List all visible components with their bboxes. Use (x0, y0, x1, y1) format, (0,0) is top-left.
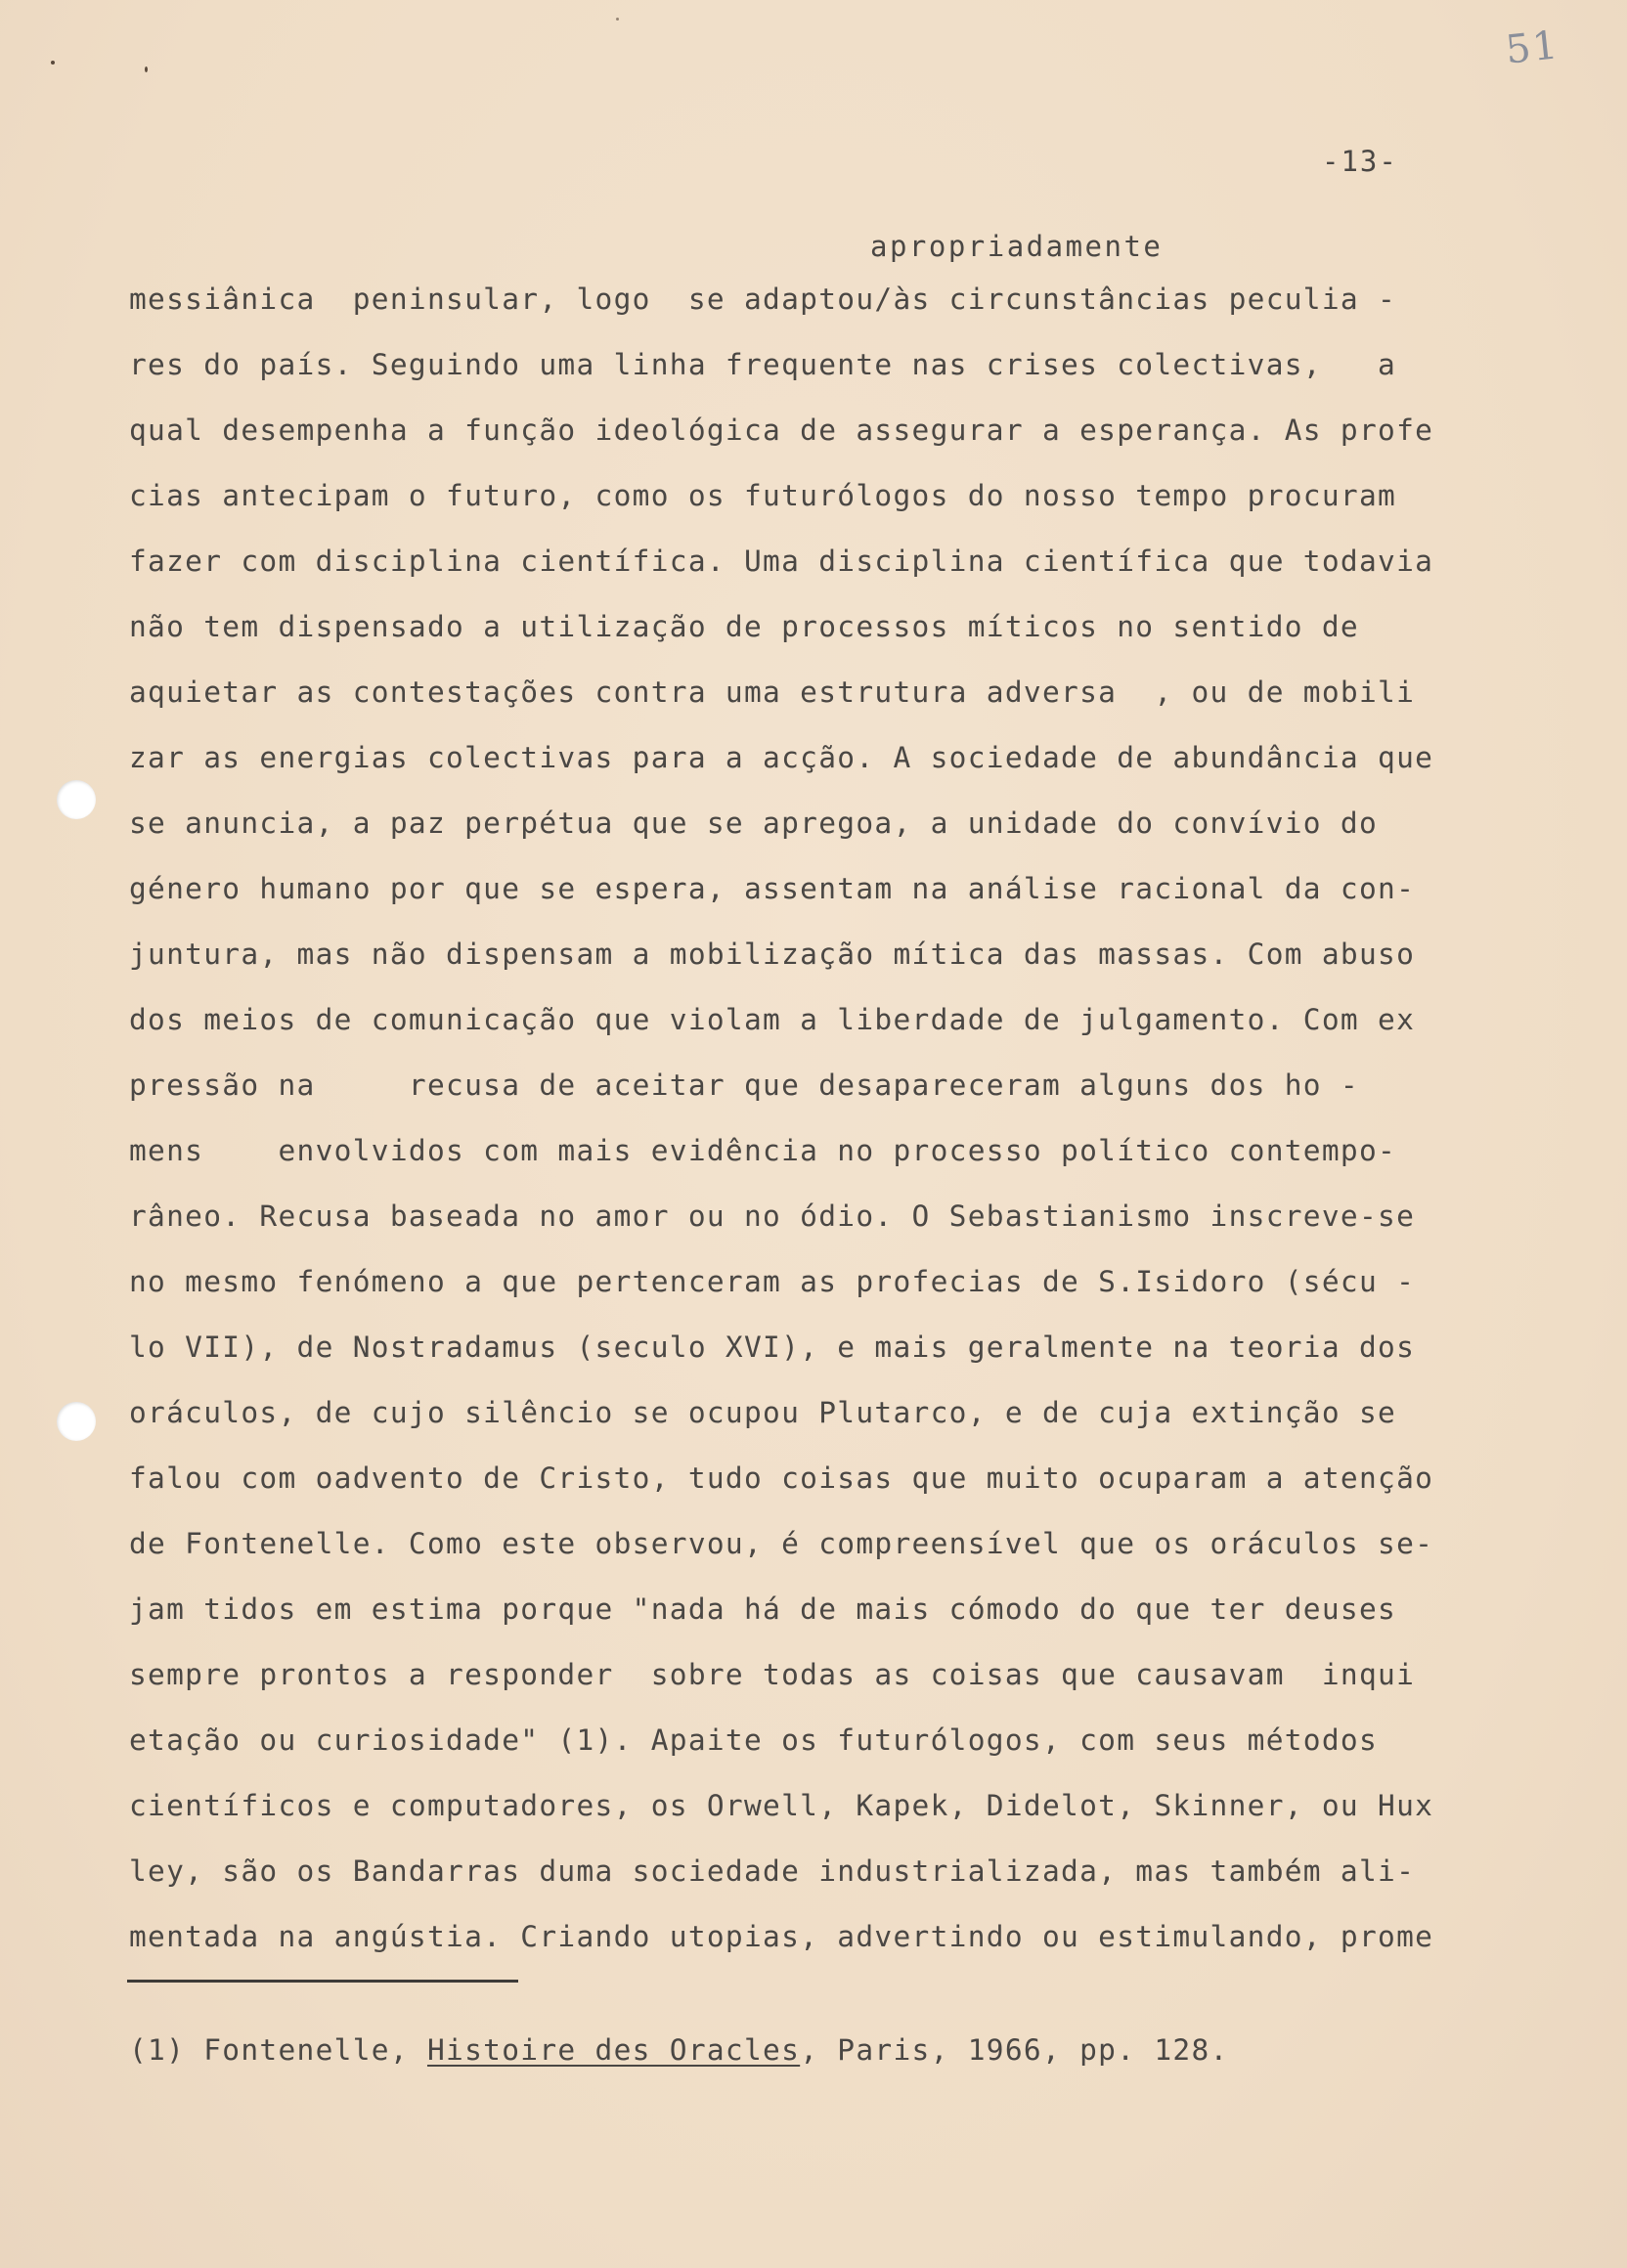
text-line: no mesmo fenómeno a que pertenceram as profecias de S.Isidoro (sécu - (129, 1265, 1416, 1298)
punch-hole (57, 780, 96, 819)
text-line: mentada na angústia. Criando utopias, advertindo ou estimulando, prome (129, 1920, 1434, 1953)
text-line: lo VII), de Nostradamus (seculo XVI), e mais geralmente na teoria dos (129, 1330, 1416, 1364)
text-line: de Fontenelle. Como este observou, é compreensível que os oráculos se- (129, 1527, 1434, 1560)
text-line: género humano por que se espera, assentam na análise racional da con- (129, 872, 1416, 905)
text-line: qual desempenha a função ideológica de assegurar a esperança. As profe (129, 414, 1434, 447)
text-line: científicos e computadores, os Orwell, Kapek, Didelot, Skinner, ou Hux (129, 1789, 1434, 1822)
punch-hole (57, 1402, 96, 1441)
text-line: aquietar as contestações contra uma estrutura adversa , ou de mobili (129, 676, 1416, 709)
text-line: pressão na recusa de aceitar que desapareceram alguns dos ho - (129, 1069, 1359, 1102)
paper-speck (51, 61, 55, 65)
text-line: falou com oadvento de Cristo, tudo coisas que muito ocuparam a atenção (129, 1461, 1434, 1495)
text-line: oráculos, de cujo silêncio se ocupou Plutarco, e de cuja extinção se (129, 1396, 1397, 1429)
text-line: dos meios de comunicação que violam a liberdade de julgamento. Com ex (129, 1003, 1416, 1036)
text-line: zar as energias colectivas para a acção. A sociedade de abundância que (129, 741, 1434, 774)
footnote-divider (127, 1980, 518, 1983)
text-line: jam tidos em estima porque "nada há de mais cómodo do que ter deuses (129, 1592, 1397, 1626)
text-line: res do país. Seguindo uma linha frequente nas crises colectivas, a (129, 348, 1397, 381)
footnote-prefix: (1) Fontenelle, (129, 2033, 427, 2067)
text-line: messiânica peninsular, logo se adaptou/às circunstâncias peculia - (129, 283, 1397, 316)
handwritten-page-number: 51 (1503, 22, 1562, 73)
body-text (129, 280, 1498, 1983)
text-line: não tem dispensado a utilização de processos míticos no sentido de (129, 610, 1359, 643)
paper-speck (616, 18, 619, 21)
text-line: etação ou curiosidade" (1). Apaite os futurólogos, com seus métodos (129, 1723, 1379, 1757)
text-line: juntura, mas não dispensam a mobilização mítica das massas. Com abuso (129, 938, 1416, 971)
text-line: ley, são os Bandarras duma sociedade industrializada, mas também ali- (129, 1854, 1416, 1888)
footnote-title: Histoire des Oracles (426, 2033, 801, 2067)
text-line: sempre prontos a responder sobre todas as coisas que causavam inqui (129, 1658, 1416, 1691)
typed-page-number: -13- (1322, 145, 1398, 178)
text-line: fazer com disciplina científica. Uma disciplina científica que todavia (129, 545, 1434, 578)
paper-speck (145, 66, 148, 72)
text-line: râneo. Recusa baseada no amor ou no ódio. O Sebastianismo inscreve-se (129, 1199, 1416, 1233)
footnote (129, 2033, 1229, 2067)
text-line: cias antecipam o futuro, como os futurólogos do nosso tempo procuram (129, 479, 1397, 512)
text-line: mens envolvidos com mais evidência no processo político contempo- (129, 1134, 1397, 1167)
interlinear-insertion: apropriadamente (870, 230, 1164, 263)
footnote-suffix: , Paris, 1966, pp. 128. (800, 2033, 1229, 2067)
text-line: se anuncia, a paz perpétua que se apregoa, a unidade do convívio do (129, 807, 1379, 840)
